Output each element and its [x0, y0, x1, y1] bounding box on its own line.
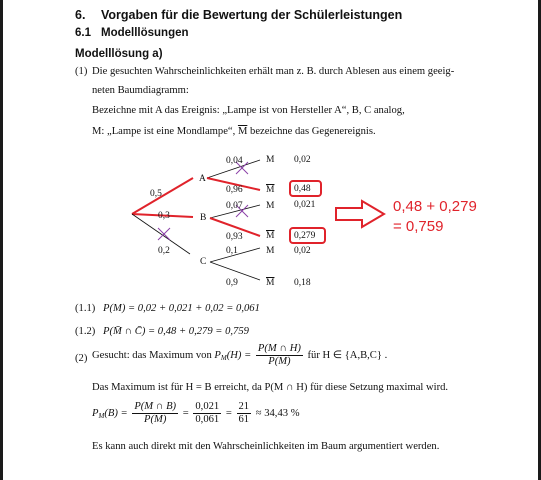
section-title: Vorgaben für die Bewertung der Schülerleistungen [101, 8, 403, 22]
prob-b-m: 0,07 [226, 201, 243, 211]
prob-root-c: 0,2 [158, 246, 170, 256]
leaf-a-mbar: $\overline{M}$ [266, 185, 275, 195]
result-11-expr: P(M) = 0,02 + 0,021 + 0,02 = 0,061 [103, 303, 260, 314]
task2-statement [92, 343, 387, 368]
calc-frac3-den: 61 [238, 414, 250, 425]
result-11-label: (1.1) [75, 303, 96, 314]
result-12-label: (1.2) [75, 326, 96, 337]
annotation-sum: 0,48 + 0,279 [393, 198, 477, 215]
event-m-definition: M: „Lampe ist eine Mondlampe“, [92, 126, 236, 137]
joint-a-mbar: 0,48 [294, 184, 311, 194]
p-symbol: P [92, 407, 99, 419]
joint-b-m: 0,021 [294, 200, 316, 210]
task2-max-line: Das Maximum ist für H = B erreicht, da P(M ∩ H) für diese Setzung maximal wird. [92, 382, 449, 393]
joint-c-mbar: 0,18 [294, 278, 311, 288]
annotation-result: = 0,759 [393, 218, 444, 235]
joint-c-m: 0,02 [294, 246, 311, 256]
calc-result: ≈ 34,43 % [255, 407, 300, 419]
p-symbol: P [214, 349, 221, 361]
task1-number: (1) [75, 66, 88, 77]
fraction-denominator: P(M) [268, 356, 291, 367]
calc-lhs: (B) = [104, 407, 128, 419]
prob-a-mbar: 0,96 [226, 185, 243, 195]
task2-calculation: $P_M(B)$ = $\frac{P(M \cap B)}{P(M)}$ = $\frac{0,021}{0,061}$ = $\frac{21}{61}$ ≈ 34,43 % [92, 401, 300, 425]
task2-number: (2) [75, 353, 88, 364]
task1-line2: neten Baumdiagramm: [92, 85, 189, 96]
prob-c-mbar: 0,9 [226, 278, 238, 288]
m-subscript: M [98, 411, 105, 420]
subsection-number: 6.1 [75, 27, 91, 39]
prob-root-a: 0,5 [150, 189, 162, 199]
node-a: A [199, 174, 206, 184]
leaf-c-m: M [266, 246, 275, 256]
red-arrow-icon [336, 201, 384, 227]
leaf-c-mbar: $\overline{M}$ [266, 278, 275, 288]
leaf-a-m: M [266, 155, 275, 165]
task2-final-remark: Es kann auch direkt mit den Wahrscheinlichkeiten im Baum argumentiert werden. [92, 441, 440, 452]
section-number: 6. [75, 8, 86, 22]
joint-b-mbar: 0,279 [294, 231, 316, 241]
leaf-b-m: M [266, 201, 275, 211]
calc-frac2-num: 0,021 [195, 401, 220, 412]
leaf-b-mbar: $\overline{M}$ [266, 231, 275, 241]
part-heading: Modelllösung a) [75, 48, 163, 60]
node-b: B [200, 213, 207, 223]
prob-a-m: 0,04 [226, 156, 243, 166]
calc-frac1-den: P(M) [144, 414, 167, 425]
node-c: C [200, 257, 207, 267]
fraction-numerator: P(M ∩ H) [257, 343, 301, 354]
result-12-expr: P(M̄ ∩ C̄) = 0,48 + 0,279 = 0,759 [103, 326, 249, 337]
arg-h: (H) = [226, 349, 252, 361]
joint-a-m: 0,02 [294, 155, 311, 165]
calc-frac1-num: P(M ∩ B) [134, 401, 177, 412]
m-subscript: M [220, 353, 227, 362]
task2-pre-text: Gesucht: das Maximum von [92, 349, 212, 361]
task2-post-text: für H ∈ {A,B,C} . [307, 349, 388, 361]
m-bar-symbol: $\overline{M}$ [237, 126, 248, 137]
prob-c-m: 0,1 [226, 246, 238, 256]
branch-root-a [132, 178, 193, 214]
prob-root-b: 0,3 [158, 211, 170, 221]
prob-b-mbar: 0,93 [226, 232, 243, 242]
complement-definition: bezeichne das Gegenereignis. [250, 126, 376, 137]
calc-frac3-num: 21 [238, 401, 250, 412]
calc-frac2-den: 0,061 [195, 414, 220, 425]
task1-line3: Bezeichne mit A das Ereignis: „Lampe ist von Hersteller A“, B, C analog, [92, 105, 405, 116]
subsection-title: Modelllösungen [101, 27, 189, 39]
task1-line1: Die gesuchten Wahrscheinlichkeiten erhält man z. B. durch Ablesen aus einem geeig- [92, 66, 455, 77]
